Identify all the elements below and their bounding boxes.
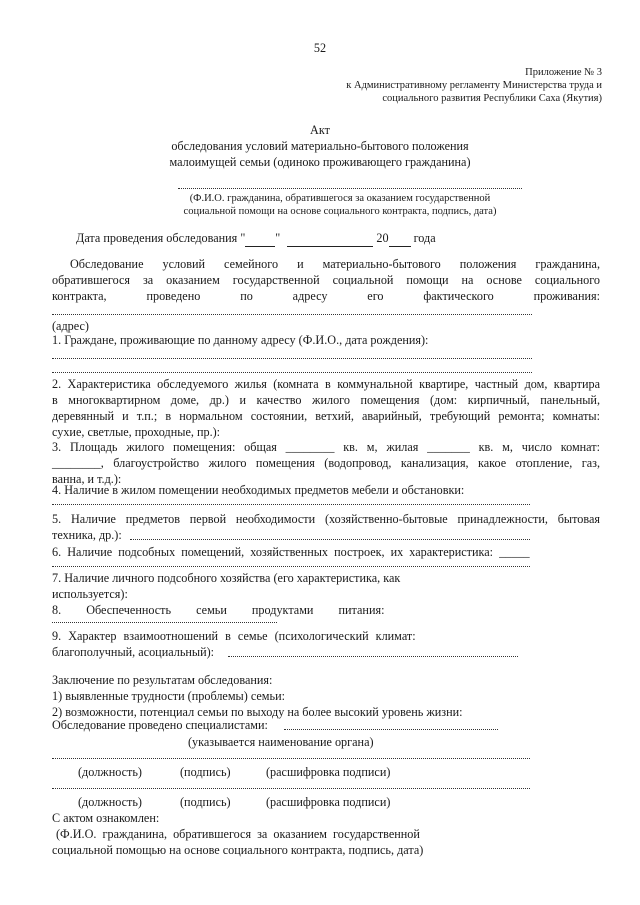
date-suffix: года bbox=[413, 231, 436, 245]
address-caption: (адрес) bbox=[52, 319, 89, 333]
item-1-rule-1 bbox=[52, 358, 532, 359]
appendix-line-1: Приложение № 3 bbox=[525, 67, 602, 78]
item-3-line-1: 3. Площадь жилого помещения: общая ________ кв. м, жилая _______ кв. м, число комнат: bbox=[52, 440, 600, 454]
acquainted-line-2: социальной помощью на основе социального контракта, подпись, дата) bbox=[52, 843, 424, 857]
signature-2-signature: (подпись) bbox=[180, 795, 231, 809]
item-5-rule bbox=[130, 539, 530, 540]
intro-line-3: контракта, проведено по адресу его фактического проживания: bbox=[52, 289, 600, 303]
item-2-line-3: деревянный и т.п.; в нормальном состоянии, ветхий, аварийный, требующий ремонта; комнаты: bbox=[52, 409, 600, 423]
item-6-rule bbox=[52, 566, 530, 567]
item-9-line-2: благополучный, асоциальный): bbox=[52, 645, 215, 659]
item-5-line-2: техника, др.): bbox=[52, 528, 122, 542]
signature-rule-2 bbox=[52, 788, 530, 789]
title-line-3: малоимущей семьи (одиноко проживающего гражданина) bbox=[169, 155, 471, 169]
conclusion-heading: Заключение по результатам обследования: bbox=[52, 673, 273, 687]
item-7-line-1: 7. Наличие личного подсобного хозяйства (его характеристика, как bbox=[52, 571, 401, 585]
date-line bbox=[76, 230, 436, 247]
item-3-line-2: ________, благоустройство жилого помещения (водопровод, канализация, какое отопление, газ, bbox=[52, 456, 600, 470]
item-2-line-4: сухие, светлые, проходные, пр.): bbox=[52, 425, 221, 439]
item-1: 1. Граждане, проживающие по данному адресу (Ф.И.О., дата рождения): bbox=[52, 333, 429, 347]
address-rule bbox=[52, 314, 532, 315]
item-8: 8. Обеспеченность семьи продуктами питания: bbox=[52, 603, 385, 617]
date-label: Дата проведения обследования " bbox=[76, 231, 246, 245]
signature-1-position: (должность) bbox=[78, 765, 142, 779]
intro-line-2: обратившегося за оказанием государственной социальной помощи на основе социального bbox=[52, 273, 600, 287]
item-1-rule-2 bbox=[52, 372, 532, 373]
item-2-line-2: в многоквартирном доме, др.) и качество жилого помещения (дом: кирпичный, панельный, bbox=[52, 393, 600, 407]
item-4-rule bbox=[52, 504, 530, 505]
appendix-line-2: к Административному регламенту Министерства труда и bbox=[346, 80, 602, 91]
title-line-1: Акт bbox=[310, 123, 330, 137]
conclusion-item-2: 2) возможности, потенциал семьи по выходу на более высокий уровень жизни: bbox=[52, 705, 463, 719]
document-title bbox=[0, 122, 640, 170]
appendix-line-3: социального развития Республики Саха (Якутия) bbox=[382, 93, 602, 104]
item-2-line-1: 2. Характеристика обследуемого жилья (комната в коммунальной квартире, частный дом, квартира bbox=[52, 377, 600, 391]
conclusion-item-1: 1) выявленные трудности (проблемы) семьи: bbox=[52, 689, 285, 703]
page-number: 52 bbox=[313, 41, 327, 55]
item-4: 4. Наличие в жилом помещении необходимых предметов мебели и обстановки: bbox=[52, 483, 465, 497]
applicant-caption bbox=[140, 192, 540, 218]
acquainted-line-1: (Ф.И.О. гражданина, обратившегося за оказанием государственной bbox=[56, 827, 420, 841]
signature-2-position: (должность) bbox=[78, 795, 142, 809]
item-8-rule bbox=[52, 622, 277, 623]
applicant-rule bbox=[178, 188, 522, 189]
applicant-caption-line-1: (Ф.И.О. гражданина, обратившегося за оказанием государственной bbox=[189, 193, 491, 204]
item-3-line-3: ванна, и т.д.): bbox=[52, 472, 122, 486]
date-year-prefix: 20 bbox=[376, 231, 389, 245]
specialists-label: Обследование проведено специалистами: bbox=[52, 718, 268, 732]
item-7-line-2: используется): bbox=[52, 587, 128, 601]
item-5-line-1: 5. Наличие предметов первой необходимости (хозяйственно-бытовые принадлежности, бытовая bbox=[52, 512, 600, 526]
date-quote-close: " bbox=[275, 231, 281, 245]
specialists-rule bbox=[284, 729, 498, 730]
signature-2-decoding: (расшифровка подписи) bbox=[266, 795, 391, 809]
item-9-rule bbox=[228, 656, 518, 657]
item-9-line-1: 9. Характер взаимоотношений в семье (психологический климат: bbox=[52, 629, 416, 643]
applicant-caption-line-2: социальной помощи на основе социального контракта, подпись, дата) bbox=[183, 206, 497, 217]
item-6: 6. Наличие подсобных помещений, хозяйственных построек, их характеристика: _____ bbox=[52, 545, 530, 559]
signature-1-decoding: (расшифровка подписи) bbox=[266, 765, 391, 779]
date-day-field[interactable] bbox=[245, 230, 275, 247]
signature-rule-1 bbox=[52, 758, 530, 759]
date-month-field[interactable] bbox=[287, 230, 373, 247]
title-line-2: обследования условий материально-бытового положения bbox=[171, 139, 469, 153]
signature-1-signature: (подпись) bbox=[180, 765, 231, 779]
acquainted-heading: С актом ознакомлен: bbox=[52, 811, 160, 825]
appendix-block bbox=[346, 66, 602, 105]
date-year-field[interactable] bbox=[389, 230, 411, 247]
org-caption: (указывается наименование органа) bbox=[188, 735, 374, 749]
intro-line-1: Обследование условий семейного и материально-бытового положения гражданина, bbox=[70, 257, 600, 271]
